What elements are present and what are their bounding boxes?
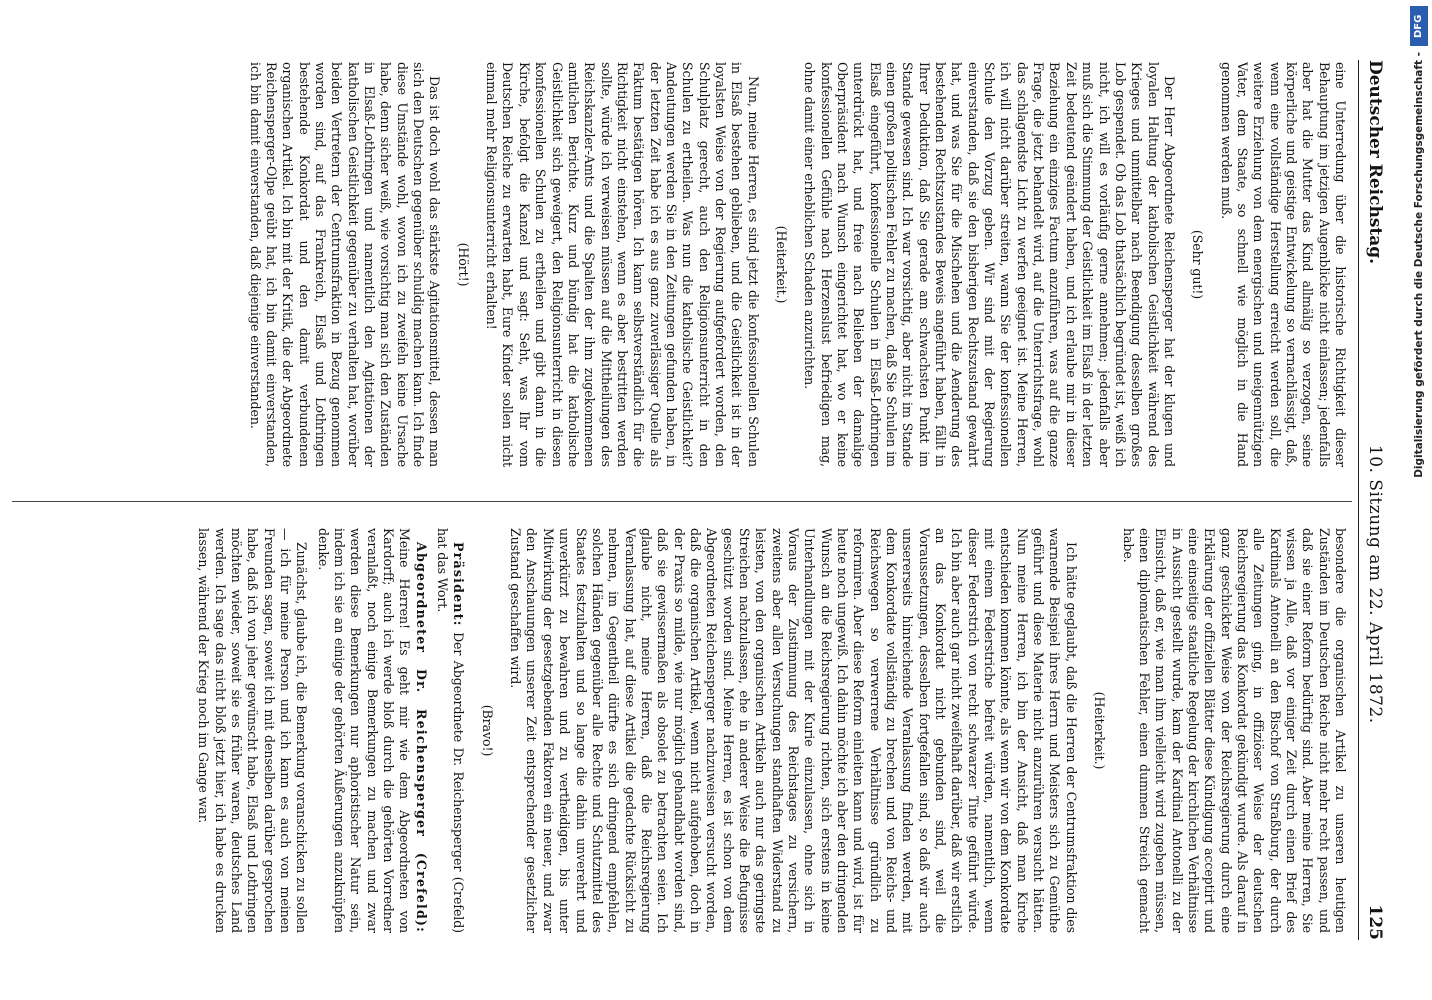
paragraph: eine Unterredung über die historische Richtigkeit dieser Behauptung im jetzigen Augenblicke nicht einlassen; jedenfalls aber hat die Mutter das Kind allmälig so verzogen, seine körperliche und geistige Entwickelung so vernachlässigt, daß, wenn eine vollständige Herstellung erreicht werden soll, die weitere Erziehung von dem energischen und uneigennützigen Vater, dem Staate, so schnell wie möglich in die Hand genommen werden muß. — [1218, 62, 1348, 467]
speaker-name: Abgeordneter Dr. Reichensperger (Crefeld): — [413, 542, 429, 933]
page-header — [1358, 60, 1400, 940]
paragraph: Ich hätte geglaubt, daß die Herren der Centrumsfraktion dies warnende Beispiel ihres Herrn und Meisters sich zu Gemüthe geführt und diese Materie nicht anzurühren versucht hätten. Nun meine Herren, ich bin der Ansicht, daß man Kirche entschieden kommen könnte, als wenn wir von dem Konkordate mit einem Federstriche befreit würden, namentlich, wenn dieser Federstrich von recht schwarzer Tinte geführt würde. Ich bin aber auch gar nicht zweifelhaft darüber, daß wir erstlich an das Konkordat nicht gebunden sind, weil die Voraussetzungen, desselben fortgefallen sind, so daß wir auch unsererseits hinreichende Veranlassung finden werden, mit dem Konkordate vollständig zu brechen und von Reichs- und Reichswegen so verwerrene Verhältnisse gründlich zu reformiren. Aber diese Reform einleiten kann und wird, ist für heute noch ungewiß. Ich dahin möchte ich aber den dringenden Wunsch an die Reichsregierung richten, sich erstens in keine Unterhandlungen mit der Kurie einzulassen, ohne sich in Voraus der Zustimmung des Reichstages zu versichern, zweitens aber allen Versuchungen standhaften Widerstand zu leisten, von den organischen Artikeln auch nur das geringste Streichen nachzulassen, ehe in anderer Weise die Befugnisse geschützt worden sind. Meine Herren, es ist schon von dem Abgeordneten Reichensperger nachzuweisen versucht worden, daß die organischen Artikel, wenn nicht aufgehoben, doch in der Praxis so milde, wie nur möglich gehandhabt worden sind, daß sie gewissermaßen als obsolet zu betrachten seien. Ich glaube nicht, meine Herren, daß die Reichsregierung Veranlassung hat, auf diese Artikel die gedachte Rücksicht zu nehmen, im Gegentheil dürfte es sich dringend empfehlen, solchen Händen gegenüber alle Rechte und Schutzmittel des Staates festzuhalten und so lange die dahin unverehrt und unverkürzt zu bewahren und zu vertheidigen, bis unter Mitwirkung der gesetzgebenden Faktoren ein neuer, und zwar den Anschauungen unserer Zeit entsprechender gesetzlicher Zustand geschaffen wird. — [508, 528, 1079, 933]
journal-title: Deutscher Reichstag. — [1365, 60, 1385, 265]
paragraph — [434, 528, 467, 933]
text-column-left — [18, 62, 1348, 467]
paragraph — [314, 528, 428, 933]
paragraph: Zunächst, glaube ich, die Bemerkung voranschicken zu sollen — ich für meine Person und ich kann es auch von meinen Freunden sagen, soweit ich mit denselben darüber gesprochen habe, daß ich von jeher gewünscht habe, Elsaß und Lothringen möchten wieder, soweit sie es früher waren, deutsches Land werden. Ich sage das nicht bloß jetzt hier, ich habe es drucken lassen, während der Krieg noch im Gange war. — [196, 528, 310, 933]
interjection: (Bravo!) — [479, 704, 495, 757]
interjection: (Heiterkeit.) — [774, 225, 789, 304]
paragraph-text: Der Abgeordnete Dr. Reichensperger (Crefeld) hat das Wort. — [435, 528, 467, 933]
paragraph: Nun, meine Herren, es sind jetzt die konfessionellen Schulen in Elsaß bestehen geblieben, und die Geistlichkeit ist in der loyalsten Weise von der Regierung aufgefordert worden, den Schulplatz gerecht, auch den Religionsunterricht in den Schulen zu ertheilen. Was nun die katholische Geistlichkeit? Andeutungen werden Sie in den Zeitungen gefunden haben, in der letzten Zeit habe ich es aus ganz zuverlässiger Quelle als Faktum bestätigen hören. Ich kann selbstverständlich für die Richtigkeit nicht einstehen, wenn es aber bestritten werden sollte, würde ich verweisen müssen auf die Mittheilungen des Reichskanzler-Amts und die Spalten der ihm zugekommenen amtlichen Berichte. Kurz und bündig hat die katholische Geistlichkeit sich geweigert, den Religionsunterricht in diesen konfessionellen Schulen zu ertheilen und gibt dann in die Kirche, befolgt die Kanzel und sagt: Seht, was Ihr vom Deutschen Reiche zu erwarten habt, Eure Kinder sollen nicht einmal mehr Religionsunterricht erhalten! — [484, 62, 761, 467]
speaker-name: Präsident: — [451, 542, 467, 627]
session-title: 10. Sitzung am 22. April 1872. — [1365, 444, 1385, 724]
paragraph-text: Meine Herren! Es geht mir wie dem Abgeordneten von Kardorff; auch ich werde bloß durch die gehörten Vorredner veranlaßt, noch einige Bemerkungen zu machen und zwar werden diese Bemerkungen nur aphoristischer Natur sein, indem ich sie an einige der gehörten Äußerungen anzuknüpfen denke. — [315, 528, 413, 933]
interjection: (Hört!) — [455, 242, 471, 287]
paragraph: besondere die organischen Artikel zu unseren heutigen Zuständen im Deutschen Reiche nicht mehr recht passen, und daß sie einer Reform bedürftig sind. Aber meine Herren, Sie wissen ja Alle, daß vor einiger Zeit durch einen Brief des Kardinals Antonelli an den Bischof von Straßburg, der durch alle Zeitungen ging, in offiziöser Weise der deutschen Reichsregierung das Konkordat gekündigt wurde. Als darauf in ganz geschickter Weise von der Reichsregierung durch eine Erklärung der offiziellen Blätter diese Kündigung acceptirt und eine einseitige staatliche Regelung der kirchlichen Verhältnisse in Aussicht gestellt wurde, kam der Kardinal Antonelli zu der Einsicht, daß er, wie man ihm vielleicht wird zugeben müssen, einen diplomatischen Fehler, einen dummen Streich gemacht habe. — [1120, 528, 1348, 933]
paragraph: Der Herr Abgeordnete Reichensperger hat der klugen und loyalen Haltung der katholischen Geistlichkeit während des Krieges und unmittelbar nach Beendigung desselben großes Lob gespendet. Ob das Lob thatsächlich begründet ist, weiß ich nicht, ich will es vorläufig gerne annehmen; jedenfalls aber muß sich die Stimmung der Geistlichkeit im Elsaß in der letzten Zeit bedeutend geändert haben, und ich erlaube mir in dieser Beziehung ein einziges Factum anzuführen, was auf die ganze Frage, die jetzt behandelt wird, auf die Unterrichtsfrage, wohl das schlagendste Licht zu werfen geeignet ist. Meine Herren, ich will nicht darüber streiten, wann Sie der konfessionellen Schule den Vorzug geben. Wir sind mit der Regierung einverstanden, daß sie den bisherigen Rechtszustand gewahrt hat, und was Sie für die Mischehen und die Aenderung des bestehenden Rechtszustandes Beweis angeführt haben, fällt in Ihrer Deduktion, daß Sie gerade am schwachsten Punkt im Stande gewesen sind. Ich war vorsichtig, aber nicht im Stande einen großen politischen Fehler zu machen, daß Sie Schulen im Elsaß eingeführt, konfessionelle Schulen in Elsaß-Lothringen unterdrückt hat, und freie nach Belieben der damalige Oberpräsident nach Wunsch eingerichtet hat, wo er keine konfessionellen Gefühle nach Herzenslust befriedigen mag, ohne damit einer erheblichen Schaden anzurichten. — [802, 62, 1177, 467]
dfg-credit-text: Digitalisierung gefördert durch die Deutsche Forschungsgemeinschaft - — [1413, 52, 1425, 478]
paragraph: Das ist doch wohl das stärkste Agitationsmittel, dessen man sich den Deutschen gegenüber schuldig machen kann. Ich finde diese Umstände wohl, wovon ich zu zweifeln keine Ursache habe, denn sicher weiß, wie vorsichtig man sich den Zuständen in Elsaß-Lothringen und namentlich den Agitationen der katholischen Geistlichkeit gegenüber zu verhalten hat, worüber beiden Vertretern der Centrumsfraktion in Bezug genommen worden sind, auf das Frankreich, Elsaß und Lothringen bestehende Konkordat und den damit verbundenen organischen Artikel. Ich bin mit der Kritik, die der Abgeordnete Reichensperger-Olpe geübt hat, ich bin damit einverstanden, ich bin damit einverstanden, daß diejenige einverstanden. — [247, 62, 443, 467]
column-divider — [12, 501, 1352, 502]
text-column-right — [18, 528, 1348, 933]
dfg-sidebar — [1408, 6, 1430, 992]
page-number: 125 — [1365, 904, 1385, 940]
dfg-logo: DFG — [1410, 6, 1428, 46]
interjection: (Heiterkeit.) — [1092, 691, 1108, 770]
interjection: (Sehr gut!) — [1190, 229, 1206, 300]
